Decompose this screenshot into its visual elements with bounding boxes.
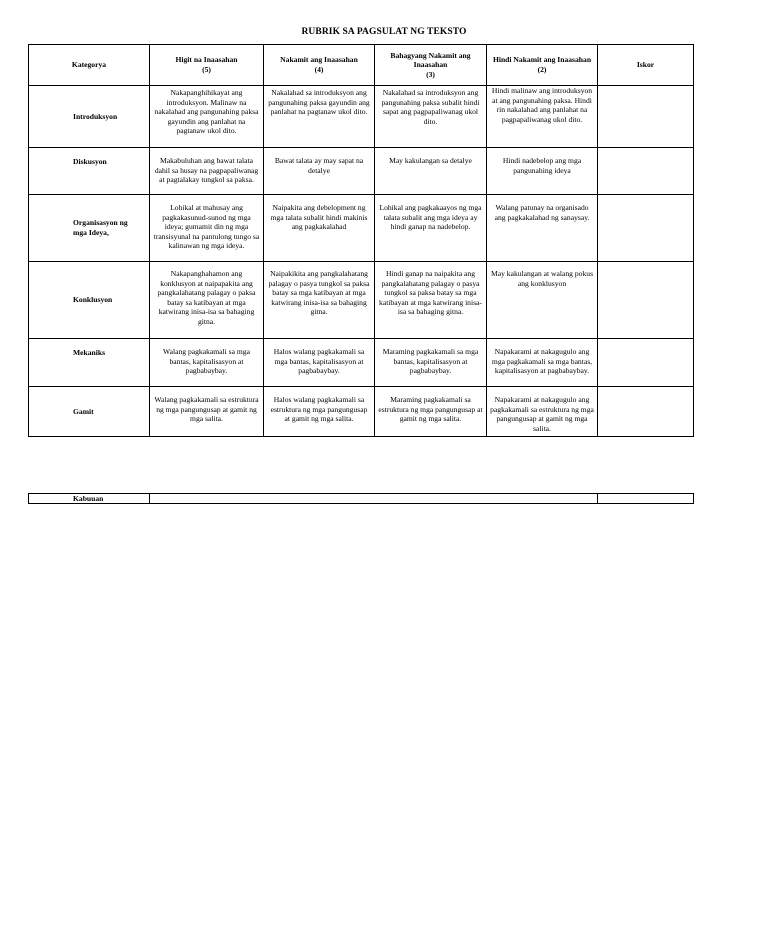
criteria-cell: Nakapanghihikayat ang introduksyon. Malinaw na nakalahad ang pangunahing paksa gayundin ang panlahat na pagtanaw ukol dito. (150, 86, 264, 148)
criteria-cell: Walang pagkakamali sa mga bantas, kapitalisasyon at pagbabaybay. (150, 339, 264, 387)
score-cell[interactable] (598, 339, 694, 387)
score-cell[interactable] (598, 195, 694, 262)
score-cell[interactable] (598, 148, 694, 195)
category-cell: Konklusyon (29, 262, 150, 339)
table-row-organisasyon (29, 195, 694, 262)
header-level-3 (375, 45, 487, 86)
criteria-cell: Napakarami at nakagugulo ang pagkakamali sa estruktura ng mga pangungusap at gamit ng mga salita. (487, 387, 598, 437)
table-row-mekaniks (29, 339, 694, 387)
criteria-cell: Naipakita ang debelopment ng mga talata subalit hindi makinis ang pagkakalahad (264, 195, 375, 262)
criteria-cell: Hindi nadebelop ang mga pangunahing ideya (487, 148, 598, 195)
header-level-name: Hindi Nakamit ang Inaasahan (492, 55, 592, 65)
total-table (28, 493, 694, 504)
header-level-name: Bahagyang Nakamit ang Inaasahan (390, 50, 471, 70)
criteria-cell: Maraming pagkakamali sa estruktura ng mga pangungusap at gamit ng mga salita. (375, 387, 487, 437)
document-title: RUBRIK SA PAGSULAT NG TEKSTO (301, 27, 467, 37)
header-level-4 (264, 45, 375, 86)
criteria-cell: Lohikal at mahusay ang pagkakasunud-sunod ng mga ideya; gumamit din ng mga transisyunal na pantulong tungo sa kalinawan ng mga ideya. (150, 195, 264, 262)
table-row-gamit (29, 387, 694, 437)
criteria-cell: May kakulangan at walang pokus ang konklusyon (487, 262, 598, 339)
criteria-cell: Nakalahad sa introduksyon ang pangunahing paksa subalit hindi sapat ang pagpapaliwanag ukol dito. (375, 86, 487, 148)
header-level-5 (150, 45, 264, 86)
criteria-cell: Walang pagkakamali sa estruktura ng mga pangungusap at gamit ng mga salita. (150, 387, 264, 437)
category-cell: Gamit (29, 387, 150, 437)
header-level-score: (4) (314, 65, 324, 74)
criteria-cell: May kakulangan sa detalye (375, 148, 487, 195)
table-row-introduksyon (29, 86, 694, 148)
criteria-cell: Lohikal ang pagkakaayos ng mga talata subalit ang mga ideya ay hindi ganap na nadebelop. (375, 195, 487, 262)
category-cell: Organisasyon ng mga Ideya, (29, 195, 150, 262)
score-cell[interactable] (598, 262, 694, 339)
criteria-cell: Hindi ganap na naipakita ang pangkalahatang palagay o pasya tungkol sa paksa batay sa mga katibayan at mga katwirang inisa-isa sa bahaging gitna. (375, 262, 487, 339)
criteria-cell: Bawat talata ay may sapat na detalye (264, 148, 375, 195)
criteria-cell: Maraming pagkakamali sa mga bantas, kapitalisasyon at pagbabaybay. (375, 339, 487, 387)
total-row (29, 494, 694, 504)
header-kategorya: Kategorya (29, 45, 150, 86)
header-level-score: (3) (426, 69, 435, 79)
total-label: Kabuuan (29, 494, 150, 504)
criteria-cell: Naipakikita ang pangkalahatang palagay o pasya tungkol sa paksa batay sa mga katibayan at mga katwirang inisa-isa sa bahaging gitna. (264, 262, 375, 339)
header-level-name: Higit na Inaasahan (175, 55, 238, 65)
criteria-cell: Halos walang pagkakamali sa estruktura ng mga pangungusap at gamit ng mga salita. (264, 387, 375, 437)
category-cell: Mekaniks (29, 339, 150, 387)
criteria-cell: Halos walang pagkakamali sa mga bantas, kapitalisasyon at pagbabaybay. (264, 339, 375, 387)
table-row-diskusyon (29, 148, 694, 195)
header-level-score: (2) (537, 65, 547, 74)
total-value-cell (150, 494, 598, 504)
header-row (29, 45, 694, 86)
rubric-table (28, 44, 694, 437)
header-level-2 (487, 45, 598, 86)
criteria-cell: Hindi malinaw ang introduksyon at ang pangunahing paksa. Hindi rin nakalahad ang panlahat na pagpapaliwanag ukol dito. (487, 86, 598, 148)
table-row-konklusyon (29, 262, 694, 339)
header-level-name: Nakamit ang Inaasahan (280, 55, 358, 65)
score-cell[interactable] (598, 86, 694, 148)
criteria-cell: Makabuluhan ang bawat talata dahil sa husay na pagpapaliwanag at pagtalakay tungkol sa paksa. (150, 148, 264, 195)
total-score-cell[interactable] (598, 494, 694, 504)
category-cell: Introduksyon (29, 86, 150, 148)
criteria-cell: Walang patunay na organisado ang pagkakalahad ng sanaysay. (487, 195, 598, 262)
header-iskor: Iskor (598, 45, 694, 86)
category-cell: Diskusyon (29, 148, 150, 195)
header-level-score: (5) (202, 65, 211, 74)
criteria-cell: Nakalahad sa introduksyon ang pangunahing paksa gayundin ang panlahat na pagtanaw ukol dito. (264, 86, 375, 148)
score-cell[interactable] (598, 387, 694, 437)
criteria-cell: Nakapanghahamon ang konklusyon at naipapakita ang pangkalahatang palagay o paksa batay sa katibayan at mga katwirang inisa-isa sa bahaging gitna. (150, 262, 264, 339)
criteria-cell: Napakarami at nakagugulo ang mga pagkakamali sa mga bantas, kapitalisasyon at pagbabaybay. (487, 339, 598, 387)
